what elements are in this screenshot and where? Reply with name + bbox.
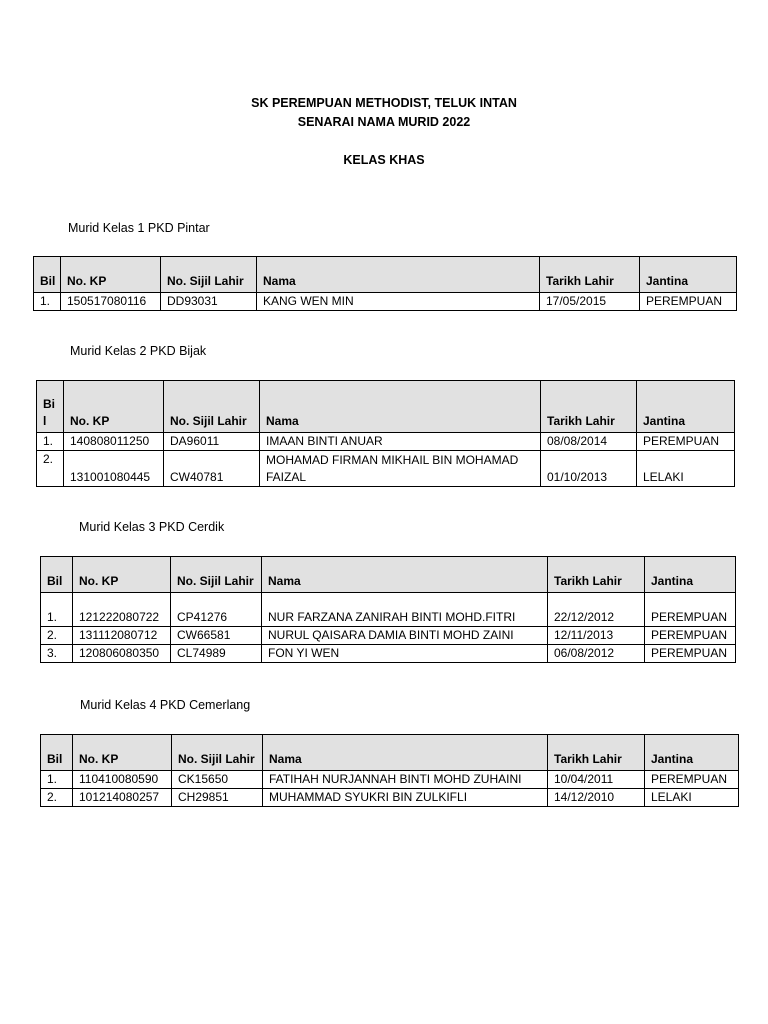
cell-nama: NUR FARZANA ZANIRAH BINTI MOHD.FITRI bbox=[262, 593, 548, 627]
cell-bil: 1. bbox=[34, 293, 61, 311]
cell-jantina: PEREMPUAN bbox=[645, 593, 736, 627]
class-4-caption: Murid Kelas 4 PKD Cemerlang bbox=[80, 698, 251, 712]
class-1-caption: Murid Kelas 1 PKD Pintar bbox=[68, 221, 210, 235]
col-nama: Nama bbox=[263, 735, 548, 771]
class-3-caption: Murid Kelas 3 PKD Cerdik bbox=[79, 520, 225, 534]
cell-no-kp: 110410080590 bbox=[73, 771, 172, 789]
cell-no-kp: 140808011250 bbox=[64, 433, 164, 451]
col-jantina: Jantina bbox=[645, 557, 736, 593]
col-tarikh-lahir: Tarikh Lahir bbox=[548, 735, 645, 771]
col-nama: Nama bbox=[257, 257, 540, 293]
cell-jantina: PEREMPUAN bbox=[640, 293, 737, 311]
table-row bbox=[37, 433, 735, 451]
col-tarikh-lahir: Tarikh Lahir bbox=[548, 557, 645, 593]
cell-tarikh-lahir: 06/08/2012 bbox=[548, 645, 645, 663]
cell-bil: 2. bbox=[41, 627, 73, 645]
cell-tarikh-lahir: 12/11/2013 bbox=[548, 627, 645, 645]
cell-no-sijil: CW66581 bbox=[171, 627, 262, 645]
col-bil: Bi l bbox=[37, 381, 64, 433]
cell-jantina: LELAKI bbox=[637, 451, 735, 487]
cell-jantina: PEREMPUAN bbox=[645, 771, 739, 789]
cell-no-sijil: DD93031 bbox=[161, 293, 257, 311]
table-row bbox=[41, 593, 736, 627]
cell-nama: IMAAN BINTI ANUAR bbox=[260, 433, 541, 451]
cell-no-kp: 101214080257 bbox=[73, 789, 172, 807]
col-no-sijil-lahir: No. Sijil Lahir bbox=[171, 557, 262, 593]
school-name: SK PEREMPUAN METHODIST, TELUK INTAN bbox=[251, 96, 517, 110]
cell-no-sijil: CH29851 bbox=[172, 789, 263, 807]
cell-no-sijil: CL74989 bbox=[171, 645, 262, 663]
col-no-kp: No. KP bbox=[61, 257, 161, 293]
cell-nama: KANG WEN MIN bbox=[257, 293, 540, 311]
cell-bil: 1. bbox=[37, 433, 64, 451]
cell-tarikh-lahir: 14/12/2010 bbox=[548, 789, 645, 807]
col-jantina: Jantina bbox=[640, 257, 737, 293]
list-title: SENARAI NAMA MURID 2022 bbox=[297, 115, 471, 129]
col-tarikh-lahir: Tarikh Lahir bbox=[540, 257, 640, 293]
col-nama: Nama bbox=[260, 381, 541, 433]
class-3-table bbox=[40, 556, 736, 663]
cell-bil: 1. bbox=[41, 771, 73, 789]
cell-no-kp: 150517080116 bbox=[61, 293, 161, 311]
col-no-kp: No. KP bbox=[73, 735, 172, 771]
cell-no-kp: 131112080712 bbox=[73, 627, 171, 645]
col-bil: Bil bbox=[41, 557, 73, 593]
class-4-table bbox=[40, 734, 739, 807]
cell-no-kp: 120806080350 bbox=[73, 645, 171, 663]
cell-jantina: PEREMPUAN bbox=[645, 627, 736, 645]
section-title: KELAS KHAS bbox=[343, 153, 425, 167]
cell-no-kp: 131001080445 bbox=[64, 451, 164, 487]
col-no-kp: No. KP bbox=[64, 381, 164, 433]
class-2-caption: Murid Kelas 2 PKD Bijak bbox=[70, 344, 207, 358]
table-row bbox=[37, 451, 735, 487]
col-nama: Nama bbox=[262, 557, 548, 593]
col-no-sijil-lahir: No. Sijil Lahir bbox=[164, 381, 260, 433]
class-2-table bbox=[36, 380, 735, 487]
col-no-sijil-lahir: No. Sijil Lahir bbox=[161, 257, 257, 293]
cell-no-sijil: CK15650 bbox=[172, 771, 263, 789]
cell-nama: FATIHAH NURJANNAH BINTI MOHD ZUHAINI bbox=[263, 771, 548, 789]
col-bil: Bil bbox=[34, 257, 61, 293]
cell-no-sijil: CW40781 bbox=[164, 451, 260, 487]
table-row bbox=[41, 627, 736, 645]
col-jantina: Jantina bbox=[637, 381, 735, 433]
cell-no-sijil: CP41276 bbox=[171, 593, 262, 627]
cell-tarikh-lahir: 17/05/2015 bbox=[540, 293, 640, 311]
cell-bil: 3. bbox=[41, 645, 73, 663]
cell-bil: 1. bbox=[41, 593, 73, 627]
table-row bbox=[41, 771, 739, 789]
cell-nama: FON YI WEN bbox=[262, 645, 548, 663]
class-1-table bbox=[33, 256, 737, 311]
cell-jantina: LELAKI bbox=[645, 789, 739, 807]
table-row bbox=[41, 789, 739, 807]
table-row bbox=[34, 293, 737, 311]
cell-tarikh-lahir: 01/10/2013 bbox=[541, 451, 637, 487]
table-row bbox=[41, 645, 736, 663]
cell-bil: 2. bbox=[41, 789, 73, 807]
cell-nama: MOHAMAD FIRMAN MIKHAIL BIN MOHAMAD FAIZAL bbox=[260, 451, 541, 487]
cell-no-sijil: DA96011 bbox=[164, 433, 260, 451]
col-no-kp: No. KP bbox=[73, 557, 171, 593]
cell-tarikh-lahir: 22/12/2012 bbox=[548, 593, 645, 627]
col-tarikh-lahir: Tarikh Lahir bbox=[541, 381, 637, 433]
cell-tarikh-lahir: 10/04/2011 bbox=[548, 771, 645, 789]
cell-nama: MUHAMMAD SYUKRI BIN ZULKIFLI bbox=[263, 789, 548, 807]
cell-jantina: PEREMPUAN bbox=[645, 645, 736, 663]
cell-tarikh-lahir: 08/08/2014 bbox=[541, 433, 637, 451]
cell-bil: 2. bbox=[37, 451, 64, 487]
col-jantina: Jantina bbox=[645, 735, 739, 771]
cell-jantina: PEREMPUAN bbox=[637, 433, 735, 451]
cell-no-kp: 121222080722 bbox=[73, 593, 171, 627]
col-no-sijil-lahir: No. Sijil Lahir bbox=[172, 735, 263, 771]
cell-nama: NURUL QAISARA DAMIA BINTI MOHD ZAINI bbox=[262, 627, 548, 645]
col-bil: Bil bbox=[41, 735, 73, 771]
